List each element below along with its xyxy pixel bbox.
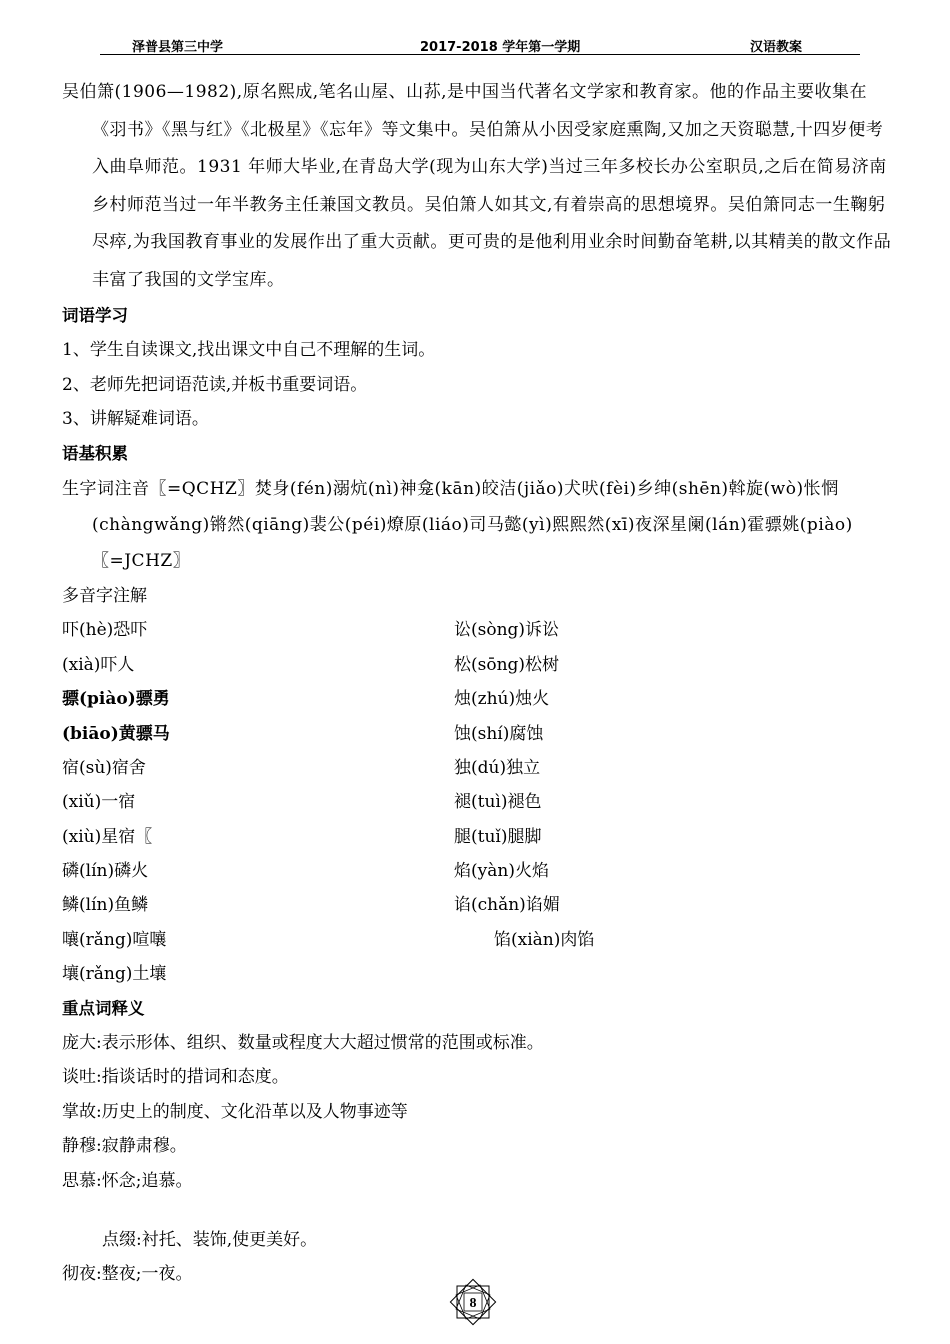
polyphone-heading: 多音字注解	[62, 585, 147, 606]
header-doc-type: 汉语教案	[750, 40, 803, 55]
page-header	[100, 36, 860, 55]
polyphone-left: (xiù)星宿〖	[62, 826, 153, 847]
polyphone-left: (biāo)黄骠马	[62, 723, 170, 744]
polyphone-left: 壤(rǎng)土壤	[62, 964, 167, 985]
term-definition: 庞大:表示形体、组织、数量或程度大大超过惯常的范围或标准。	[62, 1033, 544, 1054]
spacer	[62, 1198, 892, 1223]
term-definition: 谈吐:指谈话时的措词和态度。	[62, 1067, 289, 1088]
polyphone-right: 馅(xiàn)肉馅	[494, 929, 595, 950]
polyphone-right: 烛(zhú)烛火	[454, 689, 550, 710]
polyphone-row	[62, 682, 892, 716]
page-number: 8	[469, 1296, 477, 1311]
pinyin-annotations: 生字词注音〖=QCHZ〗焚身(fén)溺炕(nì)神龛(kān)皎洁(jiǎo)犬吠(fèi)乡绅(shēn)斡旋(wò)怅惘(chàngwǎng)锵然(qiāng)裴公(péi)燎原(liáo)司马懿(yì)熙熙然(xī)夜深星阑(lán)霍骠姚(piào)〖=JCHZ〗	[62, 478, 853, 571]
polyphone-left: 磷(lín)磷火	[62, 861, 149, 882]
vocab-heading: 词语学习	[62, 306, 128, 325]
term-definition: 思慕:怀念;追慕。	[62, 1170, 193, 1191]
polyphone-left: 嚷(rǎng)喧嚷	[62, 929, 167, 950]
polyphone-right: 讼(sòng)诉讼	[454, 620, 560, 641]
polyphone-row	[62, 888, 892, 922]
polyphone-row	[62, 854, 892, 888]
header-school: 泽普县第三中学	[132, 40, 224, 55]
term-definition: 静穆:寂静肃穆。	[62, 1136, 187, 1157]
header-term: 2017-2018 学年第一学期	[420, 40, 581, 55]
term-definition: 彻夜:整夜;一夜。	[62, 1264, 193, 1285]
polyphone-row	[62, 923, 892, 957]
polyphone-left: 宿(sù)宿舍	[62, 757, 146, 778]
author-intro: 吴伯箫(1906—1982),原名熙成,笔名山屋、山荪,是中国当代著名文学家和教育家。他的作品主要收集在《羽书》《黑与红》《北极星》《忘年》等文集中。吴伯箫从小因受家庭熏陶,又加之天资聪慧,十四岁便考入曲阜师范。1931 年师大毕业,在青岛大学(现为山东大学)当过三年多校长办公室职员,之后在简易济南乡村师范当过一年半教务主任兼国文教员。吴伯箫人如其文,有着崇高的思想境界。吴伯箫同志一生鞠躬尽瘁,为我国教育事业的发展作出了重大贡献。更可贵的是他利用业余时间勤奋笔耕,以其精美的散文作品丰富了我国的文学宝库。	[62, 82, 892, 290]
polyphone-row	[62, 717, 892, 751]
polyphone-right: 褪(tuì)褪色	[454, 792, 542, 813]
polyphone-right: 蚀(shí)腐蚀	[454, 723, 544, 744]
polyphone-right: 腿(tuǐ)腿脚	[454, 826, 542, 847]
polyphone-row	[62, 613, 892, 647]
polyphone-row	[62, 751, 892, 785]
term-definition: 点缀:衬托、装饰,使更美好。	[102, 1229, 318, 1250]
polyphone-right: 独(dú)独立	[454, 757, 541, 778]
terms-heading: 重点词释义	[62, 998, 145, 1018]
polyphone-left: 吓(hè)恐吓	[62, 620, 148, 641]
polyphone-left: (xiǔ)一宿	[62, 792, 136, 813]
polyphone-left: 鳞(lín)鱼鳞	[62, 895, 149, 916]
page-number-badge	[447, 1276, 499, 1328]
polyphone-left: 骠(piào)骠勇	[62, 689, 170, 710]
polyphone-row	[62, 785, 892, 819]
vocab-step-3: 3、讲解疑难词语。	[62, 409, 209, 430]
vocab-step-2: 2、老师先把词语范读,并板书重要词语。	[62, 374, 368, 395]
polyphone-left: (xià)吓人	[62, 654, 135, 675]
polyphone-right: 焰(yàn)火焰	[454, 861, 549, 882]
vocab-step-1: 1、学生自读课文,找出课文中自己不理解的生词。	[62, 340, 436, 361]
polyphone-row	[62, 957, 892, 991]
term-definition: 掌故:历史上的制度、文化沿革以及人物事迹等	[62, 1101, 408, 1122]
polyphone-right: 谄(chǎn)谄媚	[454, 895, 560, 916]
document-body	[62, 74, 892, 1292]
polyphone-row	[62, 820, 892, 854]
polyphone-right: 松(sōng)松树	[454, 654, 560, 675]
decorative-frame-icon	[447, 1276, 499, 1328]
polyphone-row	[62, 648, 892, 682]
basics-heading: 语基积累	[62, 443, 128, 463]
